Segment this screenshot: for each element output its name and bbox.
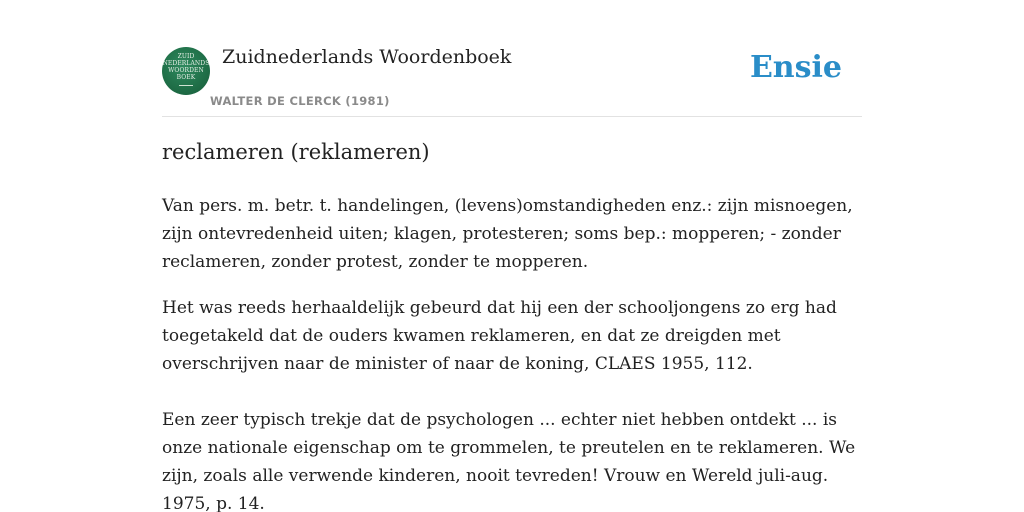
logo-text-line: BOEK — [176, 74, 196, 81]
book-author: WALTER DE CLERCK (1981) — [210, 94, 390, 108]
logo-divider — [179, 85, 193, 86]
logo-text-line: ZUID — [177, 53, 195, 60]
book-header — [162, 0, 862, 117]
ensie-logo-link[interactable]: Ensie — [749, 50, 842, 85]
logo-text-line: NEDERLANDS — [162, 60, 210, 67]
entry-quote: Het was reeds herhaaldelijk gebeurd dat hij een der schooljongens zo erg had toegetakeld dat de ouders kwamen reklameren, en dat ze dreigden met overschrijven naar de minister of naar de koning, CLAES 1955, 112. — [162, 298, 837, 374]
book-logo[interactable] — [162, 47, 210, 95]
entry-content — [162, 192, 862, 512]
entry-definition: Van pers. m. betr. t. handelingen, (levens)omstandigheden enz.: zijn misnoegen, zijn ontevredenheid uiten; klagen, protesteren; soms bep.: mopperen; - zonder reclameren, zonder protest, zonder te mopperen. — [162, 196, 853, 272]
entry-quote: Een zeer typisch trekje dat de psychologen ... echter niet hebben ontdekt ... is onze nationale eigenschap om te grommelen, te preutelen en te reklameren. We zijn, zoals alle verwende kinderen, nooit tevreden! Vrouw en Wereld juli-aug. 1975, p. 14. — [162, 410, 856, 512]
quote-separator — [162, 378, 862, 406]
book-title-link[interactable]: Zuidnederlands Woordenboek — [222, 46, 512, 68]
entry-title: reclameren (reklameren) — [162, 140, 430, 164]
logo-text-line: WOORDEN — [168, 67, 204, 74]
